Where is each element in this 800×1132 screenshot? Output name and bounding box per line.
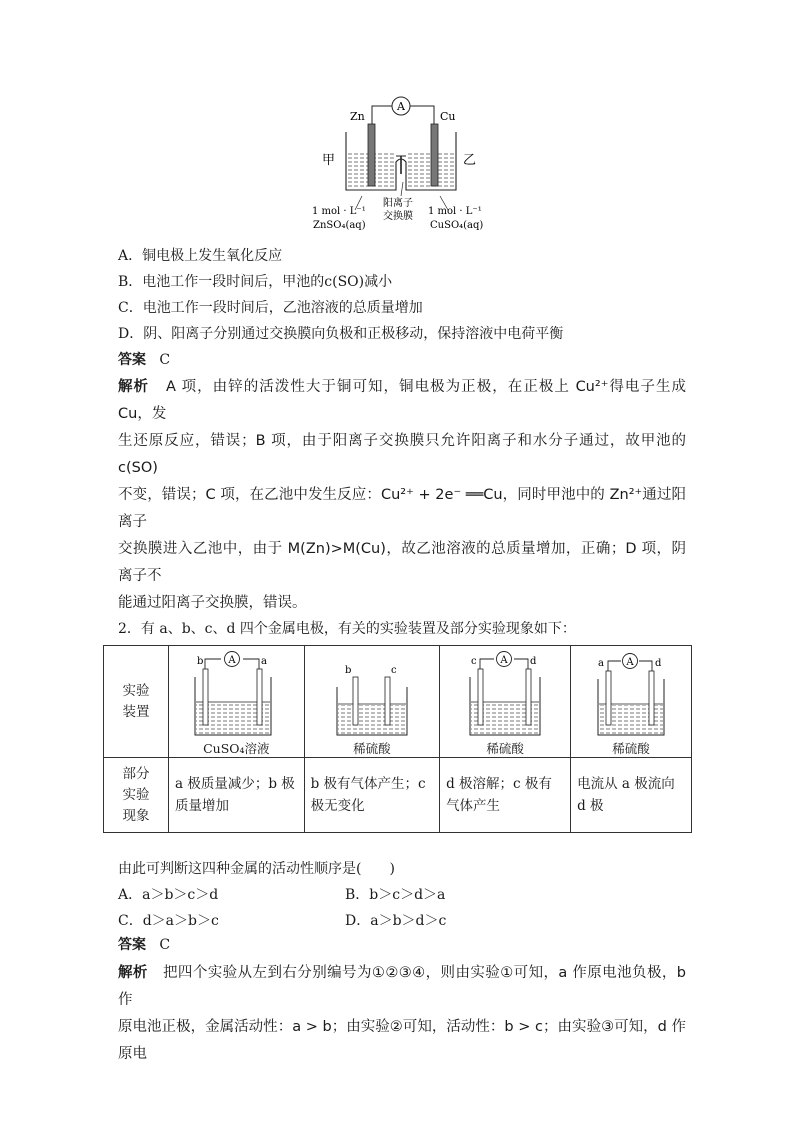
svg-text:a: a — [261, 655, 268, 667]
q2-question: 由此可判断这四种金属的活动性顺序是( ) — [118, 861, 395, 877]
explanation-line: 能通过阳离子交换膜，错误。 — [118, 595, 307, 611]
svg-text:ZnSO₄(aq): ZnSO₄(aq) — [313, 220, 366, 231]
answer-value: C — [159, 352, 171, 368]
svg-text:Zn: Zn — [350, 110, 365, 123]
solution-label: 稀硫酸 — [486, 740, 524, 756]
observation-3: d 极溶解；c 极有气体产生 — [440, 758, 571, 833]
svg-text:甲: 甲 — [322, 153, 336, 168]
q1-option-d: D．阴、阳离子分别通过交换膜向负极和正极移动，保持溶液中电荷平衡 — [118, 326, 564, 342]
q2-answer — [118, 935, 170, 955]
observation-1: a 极质量减少；b 极质量增加 — [169, 758, 305, 833]
row-head-observations: 部分 实验 现象 — [104, 758, 169, 833]
answer-label: 答案 — [118, 352, 146, 368]
row-head-apparatus: 实验 装置 — [104, 646, 169, 758]
answer-value: C — [159, 937, 171, 953]
svg-text:A: A — [228, 654, 236, 666]
explanation-line: 解析 把四个实验从左到右分别编号为①②③④，则由实验①可知，a 作原电池负极，b 作 — [118, 964, 687, 1008]
explanation-line: 不变，错误；C 项，在乙池中发生反应：Cu²⁺ + 2e⁻ ══Cu，同时甲池中的 Zn²⁺通过阳离子 — [118, 487, 686, 530]
q1-option-a: A．铜电极上发生氧化反应 — [118, 248, 283, 264]
svg-text:1 mol · L⁻¹: 1 mol · L⁻¹ — [428, 206, 482, 217]
galvanic-cell-diagram — [300, 92, 500, 237]
q2-option-c: C．d＞a＞b＞c — [118, 913, 219, 929]
svg-text:A: A — [626, 656, 634, 668]
svg-text:交换膜: 交换膜 — [383, 211, 413, 222]
answer-label: 答案 — [118, 937, 146, 953]
q1-option-c: C．电池工作一段时间后，乙池溶液的总质量增加 — [118, 300, 423, 316]
apparatus-2 — [304, 646, 439, 758]
q2-option-d: D．a＞b＞d＞c — [345, 913, 447, 929]
svg-text:CuSO₄(aq): CuSO₄(aq) — [430, 220, 484, 231]
svg-text:d: d — [530, 655, 537, 667]
q1-option-b: B．电池工作一段时间后，甲池的c(SO)减小 — [118, 274, 393, 290]
apparatus-1 — [169, 646, 305, 758]
svg-text:c: c — [390, 664, 397, 676]
solution-label: CuSO₄溶液 — [203, 740, 270, 756]
svg-text:c: c — [471, 655, 477, 667]
solution-label: 稀硫酸 — [612, 740, 650, 756]
cu-electrode — [431, 124, 438, 186]
svg-text:阳离子: 阳离子 — [383, 198, 413, 209]
svg-text:b: b — [344, 664, 352, 676]
svg-text:乙: 乙 — [463, 153, 477, 168]
explanation-line: 交换膜进入乙池中，由于 M(Zn)>M(Cu)，故乙池溶液的总质量增加，正确；D 项，阴离子不 — [118, 541, 686, 584]
apparatus-3 — [440, 646, 571, 758]
explanation-line: 生还原反应，错误；B 项，由于阳离子交换膜只允许阳离子和水分子通过，故甲池的 c(SO) — [118, 433, 686, 476]
q2-stem: 2．有 a、b、c、d 四个金属电极，有关的实验装置及部分实验现象如下： — [118, 621, 576, 637]
svg-text:Cu: Cu — [440, 110, 456, 123]
explanation-line: 解析 A 项，由锌的活泼性大于铜可知，铜电极为正极，在正极上 Cu²⁺得电子生成 Cu，发 — [118, 378, 687, 422]
q1-explanation — [118, 373, 686, 617]
observation-2: b 极有气体产生；c 极无变化 — [304, 758, 439, 833]
q2-option-b: B．b＞c＞d＞a — [345, 887, 446, 903]
apparatus-4 — [571, 646, 692, 758]
observation-4: 电流从 a 极流向 d 极 — [571, 758, 692, 833]
experiment-table — [103, 645, 692, 833]
zn-electrode — [368, 124, 375, 186]
svg-text:A: A — [397, 100, 405, 113]
q1-answer — [118, 350, 170, 370]
q2-explanation — [118, 959, 686, 1068]
explanation-line: 原电池正极，金属活动性：a > b；由实验②可知，活动性：b > c；由实验③可知，d 作原电 — [118, 1019, 686, 1062]
solution-label: 稀硫酸 — [353, 740, 391, 756]
svg-text:A: A — [500, 654, 508, 666]
svg-text:a: a — [598, 657, 605, 669]
explanation-label: 解析 — [118, 378, 150, 395]
q2-option-a: A．a＞b＞c＞d — [118, 887, 219, 903]
svg-text:b: b — [197, 655, 204, 667]
explanation-label: 解析 — [118, 964, 148, 981]
svg-text:1 mol · L⁻¹: 1 mol · L⁻¹ — [312, 206, 366, 217]
svg-text:d: d — [655, 657, 662, 669]
